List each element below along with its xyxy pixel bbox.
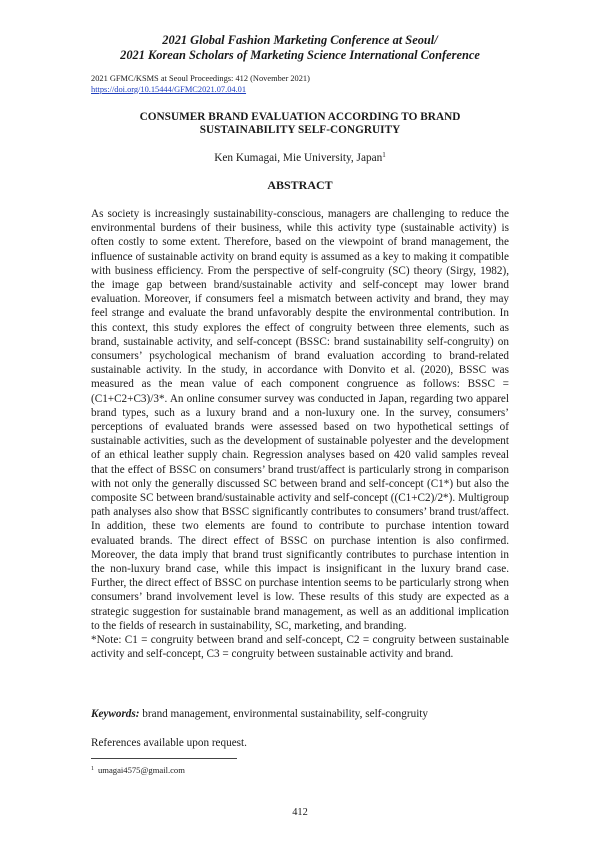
keywords-label: Keywords: — [91, 708, 140, 720]
proceedings-info — [91, 74, 310, 95]
page-number: 412 — [292, 807, 308, 818]
footnote-mark: 1 — [91, 766, 94, 772]
keywords-text: brand management, environmental sustainability, self-congruity — [142, 708, 428, 720]
conference-title-line2: 2021 Korean Scholars of Marketing Science International Conference — [120, 48, 480, 62]
paper-title-line1: CONSUMER BRAND EVALUATION ACCORDING TO BRAND — [139, 111, 461, 123]
abstract-note: *Note: C1 = congruity between brand and self-concept, C2 = congruity between sustainable activity and self-concept, C3 = congruity between sustainable activity and brand. — [91, 634, 509, 661]
proceedings-citation: 2021 GFMC/KSMS at Seoul Proceedings: 412 (November 2021) — [91, 74, 310, 83]
paper-title-line2: SUSTAINABILITY SELF-CONGRUITY — [199, 124, 401, 136]
abstract-body — [91, 207, 509, 662]
footnote-divider — [91, 758, 237, 759]
author-footnote-mark: 1 — [382, 151, 386, 159]
author-name: Ken Kumagai, Mie University, Japan — [214, 152, 383, 164]
doi-link[interactable]: https://doi.org/10.15444/GFMC2021.07.04.01 — [91, 84, 247, 94]
keywords-line — [91, 708, 428, 720]
author-line — [0, 151, 600, 164]
references-note: References available upon request. — [91, 737, 247, 749]
abstract-heading: ABSTRACT — [267, 178, 333, 192]
footnote — [91, 765, 185, 775]
footnote-email: umagai4575@gmail.com — [98, 765, 185, 775]
conference-title-line1: 2021 Global Fashion Marketing Conference at Seoul/ — [162, 33, 438, 47]
abstract-text: As society is increasingly sustainability-conscious, managers are challenging to reduce the environmental burdens of their business, while this activity type (sustainable activity) is often costly to some extent. Therefore, based on the viewpoint of brand management, the influence of sustainable activity on brand equity is assumed as a key to making it compatible with business efficiency. From the perspective of self-congruity (SC) theory (Sirgy, 1982), the image gap between brand/sustainable activity and self-concept may lower brand evaluation. Moreover, if consumers feel a mismatch between activity and brand, they may feel strange and evaluate the brand unfavorably despite the environmental contribution. In this context, this study explores the effect of congruity between three elements, such as brand, sustainable activity, and self-concept (BSSC: brand sustainability self-congruity) on consumers’ psychological mechanism of brand evaluation according to brand-related sustainable activity. In the study, in accordance with Donvito et al. (2020), BSSC was measured as the mean value of each component congruence as follows: BSSC = (C1+C2+C3)/3*. An online consumer survey was conducted in Japan, regarding two apparel brand types, such as a luxury brand and a non-luxury one. In the survey, consumers’ perceptions of evaluated brands were assessed based on two hypothetical settings of sustainable activities, such as the development of sustainable polyester and the development of an ethical leather supply chain. Regression analyses based on 420 valid samples reveal that the effect of BSSC on consumers’ brand trust/affect is particularly strong in comparison with not only the generally discussed SC between brand and self-concept (C1*) but also the composite SC between brand/sustainable activity and self-concept ((C1+C2)/2*). Multigroup path analyses also show that BSSC significantly contributes to consumers’ brand trust/affect. In addition, these two elements are found to contribute to purchase intention toward evaluated brands. The direct effect of BSSC on purchase intention is also confirmed. Moreover, the data imply that brand trust significantly contributes to purchase intention in the non-luxury brand case, while this impact is insignificant in the luxury brand case. Further, the direct effect of BSSC on purchase intention seems to be particularly strong when consumers’ brand involvement level is low. These results of this study are expected as a strategic suggestion for sustainable brand management, as well as an additional implication to the fields of research in sustainability, SC, marketing, and branding. — [91, 208, 509, 632]
